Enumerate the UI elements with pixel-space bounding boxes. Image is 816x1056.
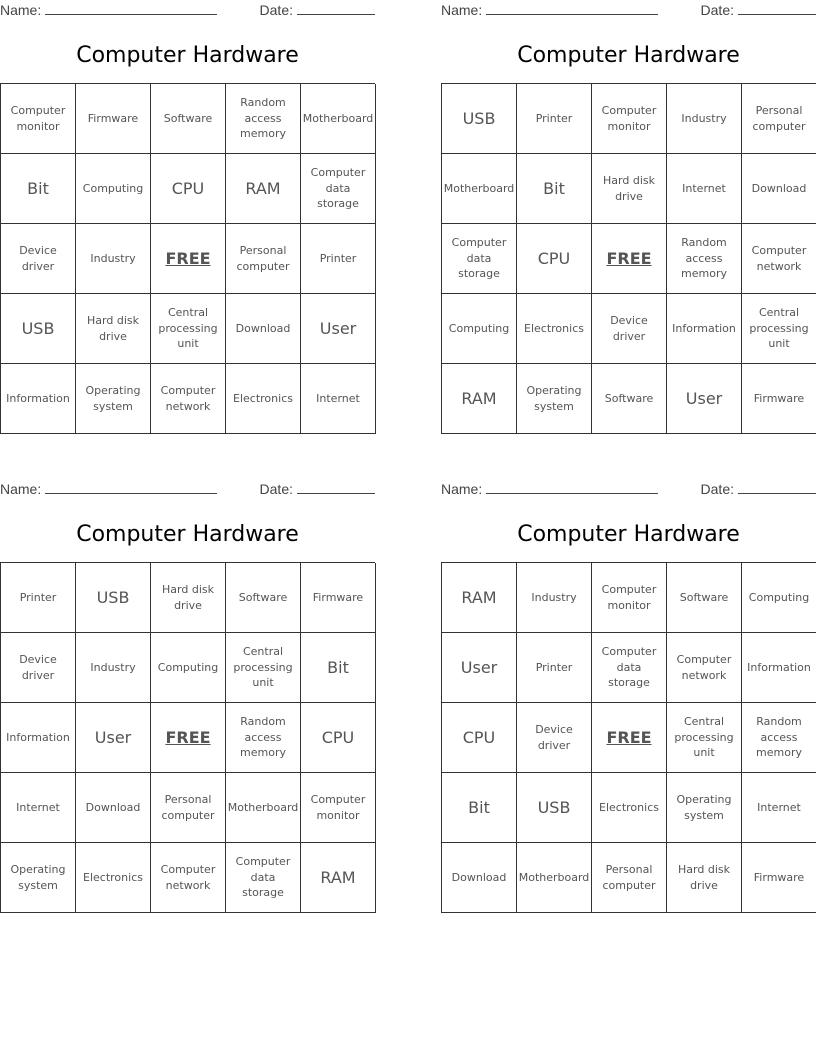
name-blank-line: [486, 2, 658, 15]
bingo-cell[interactable]: Download: [226, 294, 301, 364]
name-label: Name:: [0, 481, 42, 497]
bingo-cell[interactable]: Printer: [1, 563, 76, 633]
bingo-cell[interactable]: RAM: [226, 154, 301, 224]
bingo-cell[interactable]: Computer network: [667, 633, 742, 703]
name-date-row: [0, 481, 375, 499]
bingo-cell[interactable]: Electronics: [517, 294, 592, 364]
bingo-cell[interactable]: CPU: [301, 703, 376, 773]
bingo-cell[interactable]: Bit: [301, 633, 376, 703]
name-label: Name:: [441, 481, 483, 497]
date-label: Date:: [700, 481, 734, 497]
bingo-cell[interactable]: Bit: [442, 773, 517, 843]
bingo-cell[interactable]: Device driver: [1, 633, 76, 703]
bingo-grid: [441, 83, 816, 434]
bingo-cell[interactable]: Download: [76, 773, 151, 843]
bingo-cell[interactable]: Personal computer: [151, 773, 226, 843]
bingo-cell[interactable]: Computing: [76, 154, 151, 224]
bingo-cell[interactable]: Printer: [301, 224, 376, 294]
bingo-cell[interactable]: USB: [442, 84, 517, 154]
bingo-cell[interactable]: Random access memory: [667, 224, 742, 294]
bingo-cell[interactable]: Computing: [742, 563, 816, 633]
bingo-cell[interactable]: Hard disk drive: [76, 294, 151, 364]
bingo-cell[interactable]: Hard disk drive: [592, 154, 667, 224]
bingo-cell[interactable]: CPU: [442, 703, 517, 773]
bingo-cell[interactable]: Computer data storage: [592, 633, 667, 703]
bingo-cell[interactable]: Printer: [517, 84, 592, 154]
bingo-cell[interactable]: Computing: [151, 633, 226, 703]
bingo-cell[interactable]: RAM: [442, 563, 517, 633]
date-blank-line: [738, 2, 816, 15]
bingo-cell[interactable]: Device driver: [592, 294, 667, 364]
card-title: Computer Hardware: [517, 43, 740, 68]
bingo-cell[interactable]: Electronics: [76, 843, 151, 913]
card-title: Computer Hardware: [517, 522, 740, 547]
bingo-cell[interactable]: Device driver: [517, 703, 592, 773]
name-date-row: [0, 2, 375, 20]
name-field[interactable]: [441, 2, 658, 18]
bingo-cell[interactable]: USB: [517, 773, 592, 843]
date-field[interactable]: [701, 481, 816, 497]
bingo-cell[interactable]: Central processing unit: [226, 633, 301, 703]
bingo-card-1: [0, 0, 375, 435]
bingo-cell[interactable]: User: [301, 294, 376, 364]
bingo-cell[interactable]: Firmware: [742, 843, 816, 913]
name-blank-line: [45, 2, 217, 15]
bingo-cell[interactable]: Hard disk drive: [667, 843, 742, 913]
bingo-cell[interactable]: Computer data storage: [442, 224, 517, 294]
bingo-cell[interactable]: Motherboard: [226, 773, 301, 843]
bingo-cell[interactable]: Industry: [76, 224, 151, 294]
bingo-grid: [0, 83, 375, 434]
bingo-cell[interactable]: Computing: [442, 294, 517, 364]
bingo-cell[interactable]: Bit: [1, 154, 76, 224]
bingo-cell[interactable]: USB: [76, 563, 151, 633]
name-field[interactable]: [0, 2, 217, 18]
bingo-cell[interactable]: Motherboard: [442, 154, 517, 224]
bingo-cell[interactable]: Random access memory: [742, 703, 816, 773]
bingo-cell[interactable]: USB: [1, 294, 76, 364]
name-date-row: [441, 481, 816, 499]
bingo-cell[interactable]: Computer data storage: [301, 154, 376, 224]
bingo-cell[interactable]: Internet: [301, 364, 376, 434]
date-field[interactable]: [260, 481, 375, 497]
date-field[interactable]: [701, 2, 816, 18]
bingo-cell[interactable]: Operating system: [1, 843, 76, 913]
bingo-cell[interactable]: Firmware: [76, 84, 151, 154]
bingo-cell[interactable]: Industry: [76, 633, 151, 703]
date-field[interactable]: [260, 2, 375, 18]
bingo-cell[interactable]: Operating system: [517, 364, 592, 434]
bingo-cell[interactable]: Software: [667, 563, 742, 633]
bingo-cell[interactable]: Firmware: [742, 364, 816, 434]
bingo-cell[interactable]: RAM: [442, 364, 517, 434]
bingo-cell[interactable]: Personal computer: [742, 84, 816, 154]
bingo-cell[interactable]: Device driver: [1, 224, 76, 294]
bingo-grid: [0, 562, 375, 913]
bingo-cell[interactable]: Download: [442, 843, 517, 913]
bingo-cell[interactable]: Information: [667, 294, 742, 364]
card-title: Computer Hardware: [76, 43, 299, 68]
bingo-cell[interactable]: Central processing unit: [151, 294, 226, 364]
bingo-card-4: [441, 479, 816, 914]
bingo-cell[interactable]: CPU: [517, 224, 592, 294]
date-blank-line: [297, 481, 375, 494]
bingo-cell[interactable]: User: [76, 703, 151, 773]
free-space-cell[interactable]: FREE: [151, 224, 226, 294]
bingo-cell[interactable]: Industry: [667, 84, 742, 154]
date-label: Date:: [700, 2, 734, 18]
bingo-cell[interactable]: Electronics: [226, 364, 301, 434]
bingo-cell[interactable]: Central processing unit: [667, 703, 742, 773]
bingo-grid: [441, 562, 816, 913]
card-title: Computer Hardware: [76, 522, 299, 547]
bingo-cell[interactable]: Internet: [1, 773, 76, 843]
bingo-cell[interactable]: Information: [1, 364, 76, 434]
name-label: Name:: [441, 2, 483, 18]
bingo-cell[interactable]: Operating system: [667, 773, 742, 843]
date-blank-line: [297, 2, 375, 15]
date-label: Date:: [259, 2, 293, 18]
bingo-cell[interactable]: Information: [742, 633, 816, 703]
bingo-cell[interactable]: Operating system: [76, 364, 151, 434]
bingo-cell[interactable]: Motherboard: [517, 843, 592, 913]
bingo-cell[interactable]: Computer monitor: [1, 84, 76, 154]
bingo-cell[interactable]: Random access memory: [226, 84, 301, 154]
bingo-cell[interactable]: RAM: [301, 843, 376, 913]
bingo-cell[interactable]: Software: [226, 563, 301, 633]
bingo-cell[interactable]: Computer network: [742, 224, 816, 294]
bingo-card-2: [441, 0, 816, 435]
bingo-cell[interactable]: Computer monitor: [592, 563, 667, 633]
bingo-cell[interactable]: Bit: [517, 154, 592, 224]
bingo-cell[interactable]: Information: [1, 703, 76, 773]
bingo-cell[interactable]: Central processing unit: [742, 294, 816, 364]
date-blank-line: [738, 481, 816, 494]
bingo-cell[interactable]: Computer monitor: [301, 773, 376, 843]
name-blank-line: [486, 481, 658, 494]
bingo-cell[interactable]: Internet: [742, 773, 816, 843]
bingo-cell[interactable]: Random access memory: [226, 703, 301, 773]
name-blank-line: [45, 481, 217, 494]
name-label: Name:: [0, 2, 42, 18]
bingo-cell[interactable]: Internet: [667, 154, 742, 224]
bingo-cell[interactable]: Computer data storage: [226, 843, 301, 913]
name-field[interactable]: [441, 481, 658, 497]
bingo-cell[interactable]: Software: [151, 84, 226, 154]
bingo-cell[interactable]: Motherboard: [301, 84, 376, 154]
name-field[interactable]: [0, 481, 217, 497]
bingo-cell[interactable]: Software: [592, 364, 667, 434]
bingo-cell[interactable]: Electronics: [592, 773, 667, 843]
date-label: Date:: [259, 481, 293, 497]
bingo-cell[interactable]: Computer monitor: [592, 84, 667, 154]
bingo-cell[interactable]: Download: [742, 154, 816, 224]
bingo-cell[interactable]: Industry: [517, 563, 592, 633]
bingo-cell[interactable]: Computer network: [151, 364, 226, 434]
bingo-cell[interactable]: Hard disk drive: [151, 563, 226, 633]
bingo-cell[interactable]: Firmware: [301, 563, 376, 633]
bingo-cell[interactable]: Computer network: [151, 843, 226, 913]
name-date-row: [441, 2, 816, 20]
bingo-cell[interactable]: Personal computer: [592, 843, 667, 913]
bingo-cell[interactable]: Printer: [517, 633, 592, 703]
free-space-cell[interactable]: FREE: [592, 703, 667, 773]
bingo-card-3: [0, 479, 375, 914]
free-space-cell[interactable]: FREE: [151, 703, 226, 773]
free-space-cell[interactable]: FREE: [592, 224, 667, 294]
bingo-cell[interactable]: User: [442, 633, 517, 703]
bingo-cell[interactable]: Personal computer: [226, 224, 301, 294]
bingo-cell[interactable]: User: [667, 364, 742, 434]
bingo-cell[interactable]: CPU: [151, 154, 226, 224]
